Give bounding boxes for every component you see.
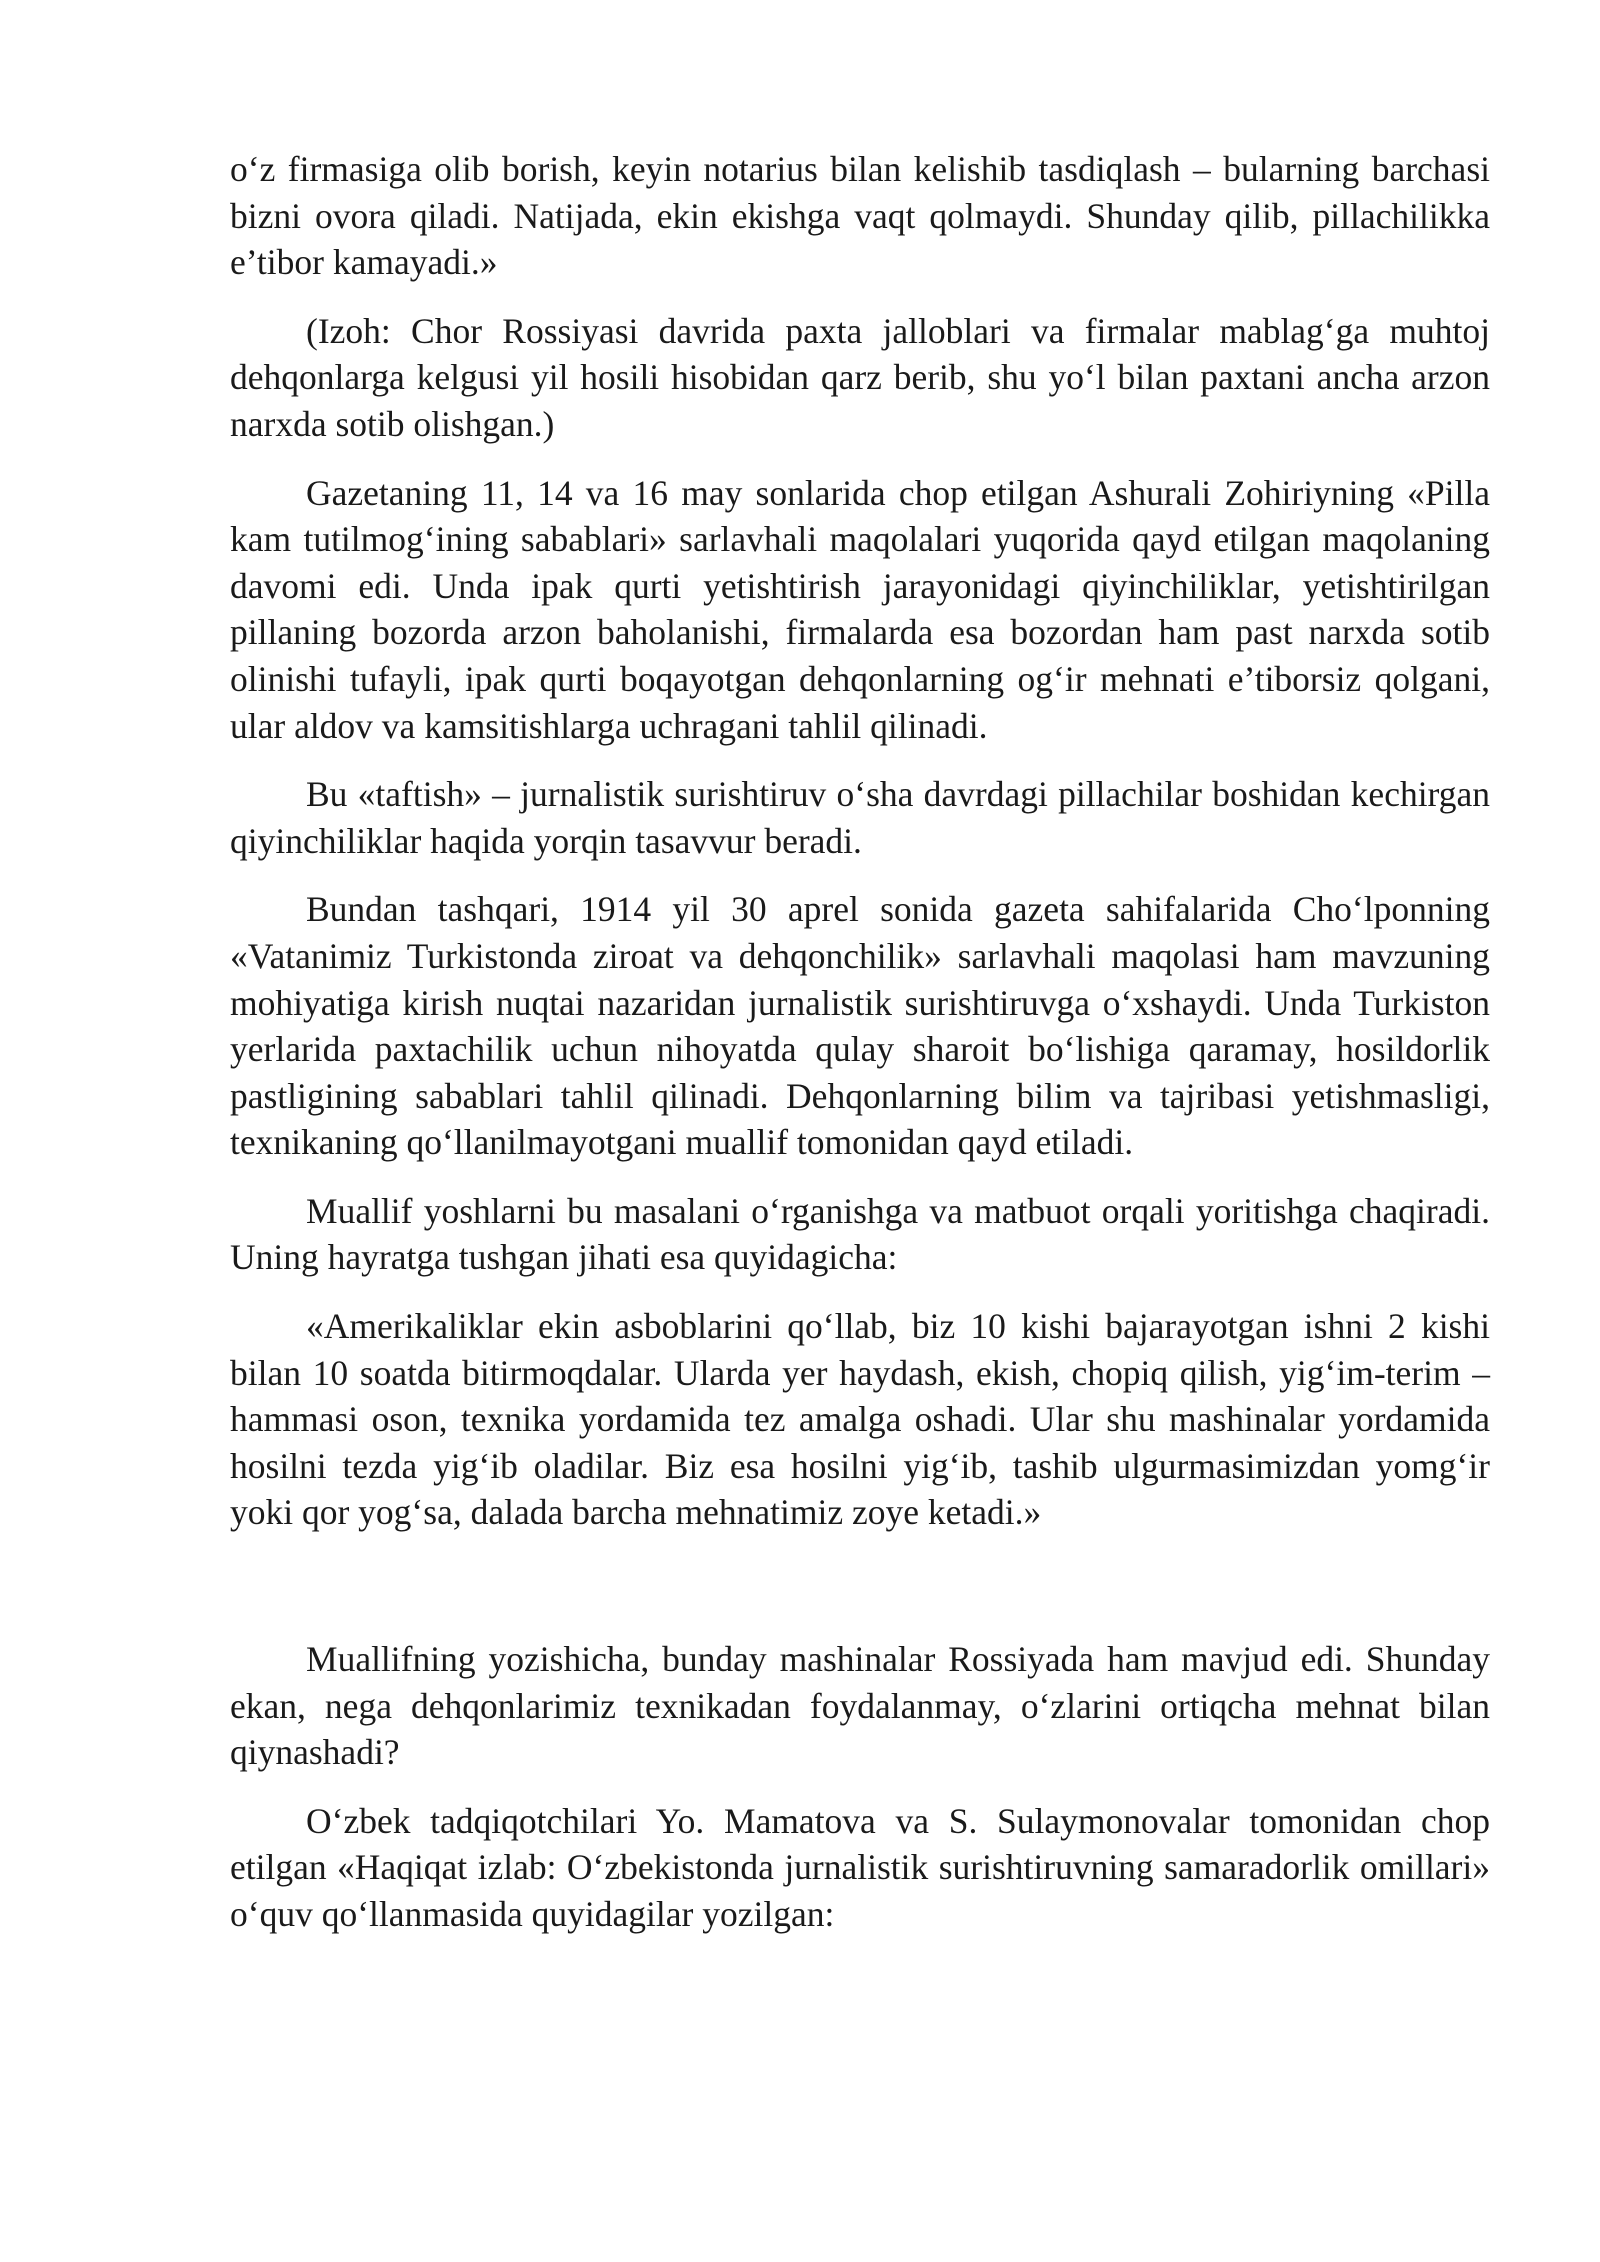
paragraph-zohiriy-articles: Gazetaning 11, 14 va 16 may sonlarida chop etilgan Ashurali Zohiriyning «Pilla kam tutilmog‘ining sabablari» sarlavhali maqolalari yuqorida qayd etilgan maqolaning davomi edi. Unda ipak qurti yetishtirish jarayonidagi qiyinchiliklar, yetishtirilgan pillaning bozorda arzon baholanishi, firmalarda esa bozordan ham past narxda sotib olinishi tufayli, ipak qurti boqayotgan dehqonlarning og‘ir mehnati e’tiborsiz qolgani, ular aldov va kamsitishlarga uchragani tahlil qilinadi. [230, 472, 1490, 746]
paragraph-quote-ending: o‘z firmasiga olib borish, keyin notarius bilan kelishib tasdiqlash – bularning barchasi bizni ovora qiladi. Natijada, ekin ekishga vaqt qolmaydi. Shunday qilib, pillachilikka e’tibor kamayadi.» [230, 149, 1490, 283]
paragraph-researchers: O‘zbek tadqiqotchilari Yo. Mamatova va S. Sulaymonovalar tomonidan chop etilgan «Haqiqat izlab: O‘zbekistonda jurnalistik surishtiruvning samaradorlik omillari» o‘quv qo‘llanmasida quyidagilar yozilgan: [230, 1800, 1490, 1934]
paragraph-author-call: Muallif yoshlarni bu masalani o‘rganishga va matbuot orqali yoritishga chaqiradi. Uning hayratga tushgan jihati esa quyidagicha: [230, 1190, 1490, 1278]
paragraph-machines-russia: Muallifning yozishicha, bunday mashinalar Rossiyada ham mavjud edi. Shunday ekan, nega dehqonlarimiz texnikadan foydalanmay, o‘zlarini ortiqcha mehnat bilan qiynashadi? [230, 1639, 1490, 1773]
paragraph-note: (Izoh: Chor Rossiyasi davrida paxta jalloblari va firmalar mablag‘ga muhtoj dehqonlarga kelgusi yil hosili hisobidan qarz berib, shu yo‘l bilan paxtani ancha arzon narxda sotib olishgan.) [230, 310, 1490, 444]
paragraph-cholpon-article: Bundan tashqari, 1914 yil 30 aprel sonida gazeta sahifalarida Cho‘lponning «Vatanimiz Turkistonda ziroat va dehqonchilik» sarlavhali maqolasi ham mavzuning mohiyatiga kirish nuqtai nazaridan jurnalistik surishtiruvga o‘xshaydi. Unda Turkiston yerlarida paxtachilik uchun nihoyatda qulay sharoit bo‘lishiga qaramay, hosildorlik pastligining sabablari tahlil qilinadi. Dehqonlarning bilim va tajribasi yetishmasligi, texnikaning qo‘llanilmayotgani muallif tomonidan qayd etiladi. [230, 889, 1490, 1163]
document-page [230, 146, 1490, 1960]
paragraph-taftish: Bu «taftish» – jurnalistik surishtiruv o‘sha davrdagi pillachilar boshidan kechirgan qiyinchiliklar haqida yorqin tasavvur beradi. [230, 774, 1490, 861]
paragraph-americans-quote: «Amerikaliklar ekin asboblarini qo‘llab, biz 10 kishi bajarayotgan ishni 2 kishi bilan 10 soatda bitirmoqdalar. Ularda yer haydash, ekish, chopiq qilish, yig‘im-terim – hammasi oson, texnika yordamida tez amalga oshadi. Ular shu mashinalar yordamida hosilni tezda yig‘ib oladilar. Biz esa hosilni yig‘ib, tashib ulgurmasimizdan yomg‘ir yoki qor yog‘sa, dalada barcha mehnatimiz zoye ketadi.» [230, 1306, 1490, 1533]
